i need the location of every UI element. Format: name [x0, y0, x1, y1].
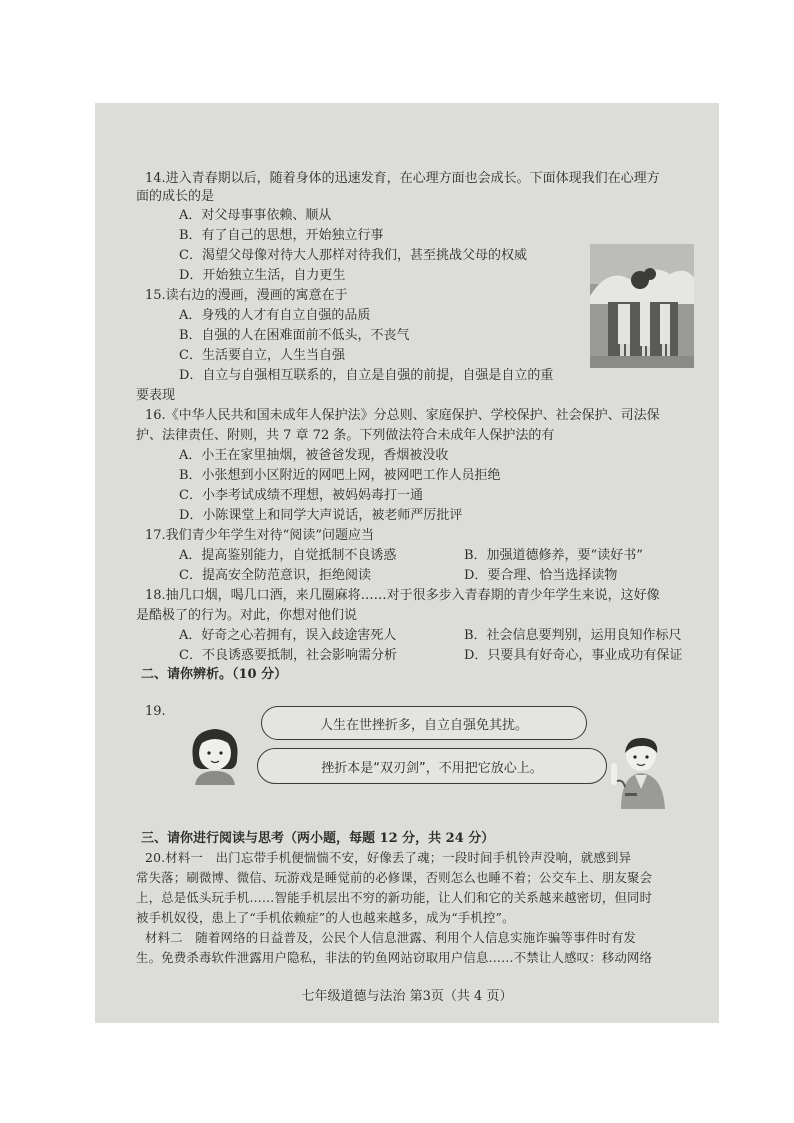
q20-line-2: 常失落；刷微博、微信、玩游戏是睡觉前的必修课，否则怎么也睡不着；公交车上、朋友聚会: [136, 870, 653, 885]
exam-page: [95, 103, 719, 1023]
q18-stem-line-2: 是酷极了的行为。对此，你想对他们说: [136, 608, 358, 623]
q14-option-a: A．对父母事事依赖、顺从: [179, 208, 332, 223]
q14-option-d: D．开始独立生活，自力更生: [179, 268, 346, 283]
section-3-heading: 三、请你进行阅读与思考（两小题，每题 12 分，共 24 分）: [141, 831, 495, 846]
q14-option-b: B．有了自己的思想，开始独立行事: [179, 228, 384, 243]
q18-option-b: B．社会信息要判别，运用良知作标尺: [464, 628, 682, 643]
speech-bubble-girl-text: 人生在世挫折多，自立自强免其扰。: [319, 717, 528, 733]
q17-option-c: C．提高安全防范意识，拒绝阅读: [179, 568, 371, 583]
speech-bubble-girl: [261, 706, 587, 740]
page-footer: 七年级道德与法治 第3页（共 4 页）: [301, 989, 513, 1004]
q15-option-b: B．自强的人在困难面前不低头，不丧气: [179, 328, 410, 343]
q17-option-b: B．加强道德修养，要“读好书”: [464, 548, 643, 563]
q17-option-d: D．要合理、恰当选择读物: [464, 568, 618, 583]
q20-line-1: 20.材料一 出门忘带手机便惴惴不安，好像丢了魂；一段时间手机铃声没响，就感到异: [145, 850, 632, 865]
section-2-heading: 二、请你辨析。（10 分）: [141, 667, 288, 682]
q14-stem-line-2: 面的成长的是: [136, 189, 215, 204]
q20-line-6: 生。免费杀毒软件泄露用户隐私，非法的钓鱼网站窃取用户信息……不禁让人感叹：移动网络: [136, 950, 653, 965]
q18-option-d: D．只要具有好奇心，事业成功有保证: [464, 648, 683, 663]
q18-option-c: C．不良诱惑要抵制，社会影响需分析: [179, 648, 397, 663]
q16-stem-line-2: 护、法律责任、附则，共 7 章 72 条。下列做法符合未成年人保护法的有: [136, 428, 555, 443]
q20-line-4: 被手机奴役，患上了“手机依赖症”的人也越来越多，成为“手机控”。: [136, 910, 515, 925]
q16-option-a: A．小王在家里抽烟，被爸爸发现，香烟被没收: [179, 448, 449, 463]
girl-figure: [185, 723, 249, 789]
q15-option-a: A．身残的人才有自立自强的品质: [179, 308, 371, 323]
q17-option-a: A．提高鉴别能力，自觉抵制不良诱惑: [179, 548, 397, 563]
q17-stem: 17.我们青少年学生对待“阅读”问题应当: [145, 528, 374, 543]
q18-option-a: A．好奇之心若拥有，误入歧途害死人: [179, 628, 397, 643]
speech-bubble-boy-text: 挫折本是“双刃剑”，不用把它放心上。: [321, 760, 543, 776]
q16-stem-line-1: 16.《中华人民共和国未成年人保护法》分总则、家庭保护、学校保护、社会保护、司法保: [145, 408, 660, 423]
q18-stem-line-1: 18.抽几口烟，喝几口酒，来几圈麻将……对于很多步入青春期的青少年学生来说，这好像: [145, 588, 660, 603]
boy-figure: [607, 733, 671, 817]
q16-option-d: D．小陈课堂上和同学大声说话，被老师严厉批评: [179, 508, 463, 523]
speech-bubble-boy: [257, 748, 607, 784]
q14-option-c: C．渴望父母像对待大人那样对待我们，甚至挑战父母的权威: [179, 248, 527, 263]
q15-option-d: D．自立与自强相互联系的，自立是自强的前提，自强是自立的重: [179, 368, 554, 383]
q16-option-b: B．小张想到小区附近的网吧上网，被网吧工作人员拒绝: [179, 468, 501, 483]
q15-cartoon-image: [590, 244, 694, 372]
q20-line-5: 材料二 随着网络的日益普及，公民个人信息泄露、利用个人信息实施诈骗等事件时有发: [145, 930, 637, 945]
q14-stem-line-1: 14.进入青春期以后，随着身体的迅速发育，在心理方面也会成长。下面体现我们在心理方: [145, 171, 660, 186]
q20-line-3: 上，总是低头玩手机……智能手机层出不穷的新功能，让人们和它的关系越来越密切，但同时: [136, 890, 653, 905]
q16-option-c: C．小李考试成绩不理想，被妈妈毒打一通: [179, 488, 423, 503]
q15-option-c: C．生活要自立，人生当自强: [179, 348, 345, 363]
q15-option-d-continuation: 要表现: [136, 388, 176, 403]
q15-stem: 15.读右边的漫画，漫画的寓意在于: [145, 288, 348, 303]
q19-number: 19.: [145, 704, 166, 719]
